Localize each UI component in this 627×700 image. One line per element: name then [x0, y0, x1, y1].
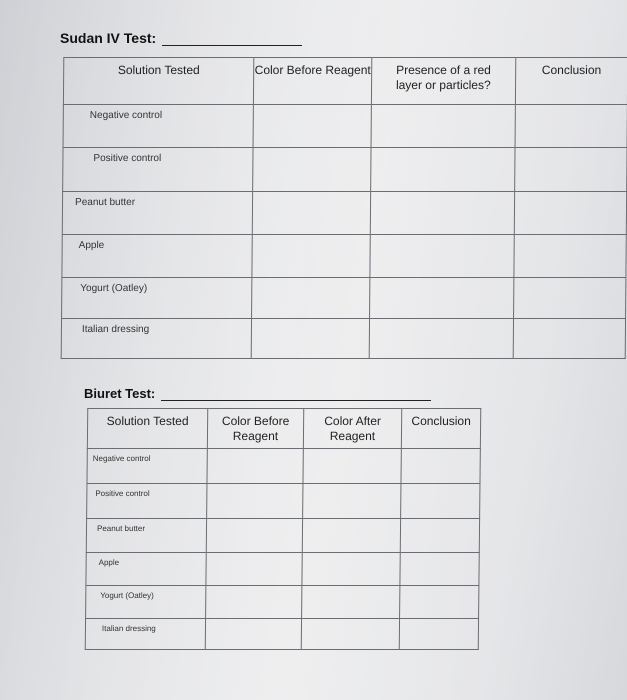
- cell-conclusion[interactable]: [514, 192, 627, 235]
- cell-color-before[interactable]: [206, 519, 302, 553]
- biuret-test-title: Biuret Test:: [84, 386, 156, 401]
- cell-conclusion[interactable]: [514, 148, 627, 192]
- cell-color-after[interactable]: [302, 586, 400, 619]
- table-row: [86, 553, 479, 586]
- cell-color-after[interactable]: [303, 449, 401, 484]
- row-label: Peanut butter: [86, 519, 206, 553]
- sudan-answer-line[interactable]: [162, 44, 302, 46]
- table-row: [86, 586, 479, 619]
- table-row: [85, 619, 478, 650]
- table-header-row: [63, 58, 627, 105]
- row-label: Italian dressing: [61, 319, 252, 359]
- cell-color-after[interactable]: [301, 619, 399, 650]
- biuret-answer-line[interactable]: [161, 399, 431, 401]
- cell-red-layer[interactable]: [369, 319, 513, 359]
- table-row: [63, 148, 627, 192]
- cell-color-before[interactable]: [251, 319, 369, 359]
- row-label: Yogurt (Oatley): [86, 586, 206, 619]
- cell-conclusion[interactable]: [513, 319, 626, 359]
- table-row: [63, 105, 627, 148]
- biuret-test-heading: [84, 386, 431, 401]
- header-solution-tested: Solution Tested: [87, 409, 207, 449]
- row-label: Positive control: [63, 148, 254, 192]
- header-color-before-reagent: Color Before Reagent: [207, 409, 303, 449]
- table-row: [87, 449, 480, 484]
- cell-red-layer[interactable]: [371, 105, 515, 148]
- cell-conclusion[interactable]: [401, 449, 480, 484]
- table-row: [62, 235, 626, 278]
- cell-color-before[interactable]: [205, 619, 301, 650]
- cell-color-after[interactable]: [302, 519, 400, 553]
- cell-red-layer[interactable]: [369, 278, 513, 319]
- cell-red-layer[interactable]: [371, 148, 515, 192]
- header-solution-tested: Solution Tested: [63, 58, 254, 105]
- cell-conclusion[interactable]: [400, 586, 479, 619]
- cell-conclusion[interactable]: [513, 278, 626, 319]
- cell-red-layer[interactable]: [370, 235, 514, 278]
- row-label: Apple: [86, 553, 206, 586]
- cell-color-before[interactable]: [207, 484, 303, 519]
- cell-color-before[interactable]: [207, 449, 303, 484]
- cell-color-before[interactable]: [252, 235, 370, 278]
- row-label: Yogurt (Oatley): [62, 278, 253, 319]
- cell-conclusion[interactable]: [401, 484, 480, 519]
- cell-conclusion[interactable]: [400, 519, 479, 553]
- header-conclusion: Conclusion: [401, 409, 480, 449]
- cell-conclusion[interactable]: [399, 619, 478, 650]
- header-conclusion: Conclusion: [515, 58, 627, 105]
- cell-conclusion[interactable]: [400, 553, 479, 586]
- row-label: Negative control: [87, 449, 207, 484]
- table-row: [61, 319, 625, 359]
- cell-color-after[interactable]: [302, 553, 400, 586]
- cell-conclusion[interactable]: [515, 105, 627, 148]
- cell-color-before[interactable]: [252, 278, 370, 319]
- header-presence-red-layer: Presence of a red layer or particles?: [371, 58, 515, 105]
- cell-red-layer[interactable]: [370, 192, 514, 235]
- cell-conclusion[interactable]: [514, 235, 627, 278]
- header-color-before-reagent: Color Before Reagent: [254, 58, 372, 105]
- cell-color-before[interactable]: [253, 148, 371, 192]
- cell-color-before[interactable]: [206, 553, 302, 586]
- table-row: [86, 519, 479, 553]
- row-label: Peanut butter: [62, 192, 253, 235]
- cell-color-before[interactable]: [206, 586, 302, 619]
- sudan-test-table: [61, 57, 627, 359]
- row-label: Apple: [62, 235, 253, 278]
- biuret-test-table: [85, 408, 482, 650]
- sudan-test-heading: [60, 30, 302, 46]
- cell-color-before[interactable]: [253, 105, 371, 148]
- row-label: Italian dressing: [85, 619, 205, 650]
- sudan-test-title: Sudan IV Test:: [60, 30, 157, 46]
- cell-color-before[interactable]: [252, 192, 370, 235]
- table-row: [87, 484, 480, 519]
- table-header-row: [87, 409, 480, 449]
- row-label: Positive control: [87, 484, 207, 519]
- row-label: Negative control: [63, 105, 254, 148]
- cell-color-after[interactable]: [303, 484, 401, 519]
- header-color-after-reagent: Color After Reagent: [303, 409, 401, 449]
- table-row: [62, 278, 626, 319]
- table-row: [62, 192, 626, 235]
